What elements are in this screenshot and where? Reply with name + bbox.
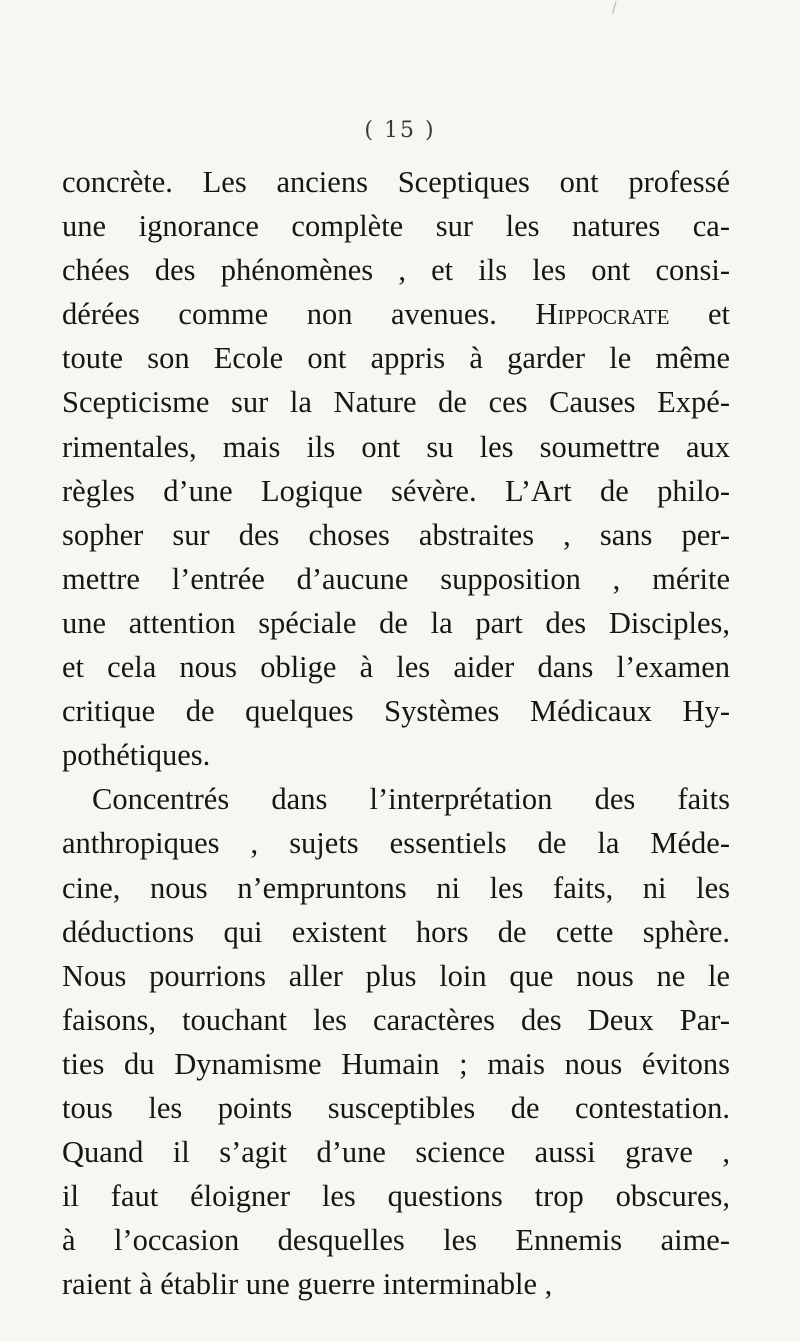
text-line: sopher sur des choses abstraites , sans per- [62,517,730,552]
text-line: anthropiques , sujets essentiels de la Méde- [62,826,730,861]
text-line: raient à établir une guerre interminable , [62,1267,553,1302]
text-line: rimentales, mais ils ont su les soumettre aux [62,429,730,464]
text-line: à l’occasion desquelles les Ennemis aime- [62,1223,730,1258]
text-line: chées des phénomènes , et ils les ont consi- [62,253,730,288]
body-text [62,160,742,1306]
paragraph-2 [62,777,742,1306]
text-line: ties du Dynamisme Humain ; mais nous évitons [62,1046,730,1081]
text-line: Concentrés dans l’interprétation des faits [92,782,730,817]
text-line-with-name [62,292,730,336]
text-line: Nous pourrions aller plus loin que nous ne le [62,958,730,993]
text-line: règles d’une Logique sévère. L’Art de philo- [62,473,730,508]
text-line: toute son Ecole ont appris à garder le même [62,341,730,376]
text-line: tous les points susceptibles de contestation. [62,1090,730,1125]
text-line: cine, nous n’empruntons ni les faits, ni les [62,870,730,905]
text-line: et cela nous oblige à les aider dans l’examen [62,650,730,685]
text-line: concrète. Les anciens Sceptiques ont professé [62,165,730,199]
text-line: une ignorance complète sur les natures ca- [62,209,730,244]
page-number: ( 15 ) [364,118,436,143]
text-line: Scepticisme sur la Nature de ces Causes Expé- [62,385,730,420]
text-line: critique de quelques Systèmes Médicaux Hy- [62,694,730,729]
text-line: une attention spéciale de la part des Disciples, [62,605,730,640]
text-line: mettre l’entrée d’aucune supposition , mérite [62,561,730,596]
text-line: Quand il s’agit d’une science aussi grave , [62,1135,730,1170]
text-line: il faut éloigner les questions trop obscures, [62,1179,730,1214]
author-name: Hippocrate [535,297,670,332]
stray-mark: / [612,0,617,16]
paragraph-1 [62,160,742,777]
text-line: pothétiques. [62,738,211,773]
line-part: dérées comme non avenues. [62,297,536,332]
text-line: faisons, touchant les caractères des Deux Par- [62,1002,730,1037]
text-line: déductions qui existent hors de cette sphère. [62,914,730,949]
line-part: et [669,297,730,332]
